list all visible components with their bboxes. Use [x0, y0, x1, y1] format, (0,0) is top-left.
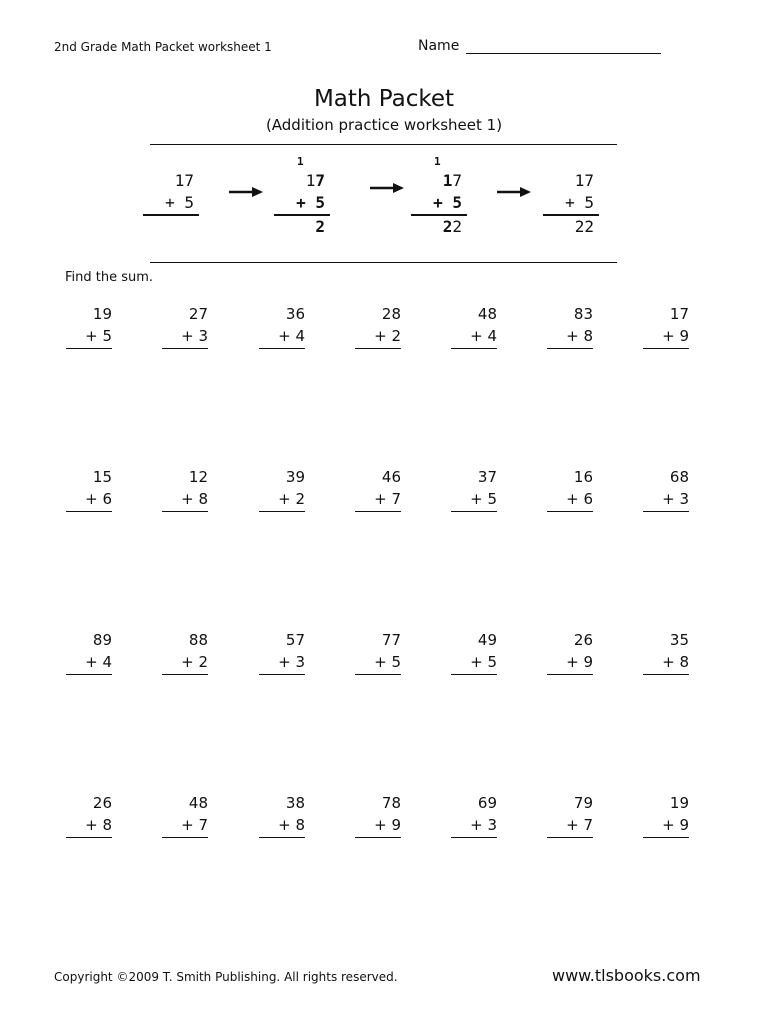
problem-addend: + 3 — [278, 653, 305, 671]
answer-area[interactable] — [162, 677, 208, 717]
problem — [162, 468, 208, 528]
problem-line — [162, 511, 208, 512]
problem-addend: + 9 — [566, 653, 593, 671]
answer-area[interactable] — [547, 840, 593, 880]
problem-addend: + 5 — [85, 327, 112, 345]
problem-line — [643, 511, 689, 512]
answer-area[interactable] — [259, 514, 305, 554]
problem-top-number: 39 — [285, 468, 305, 486]
example-step-3-bottom: + 5 — [433, 193, 462, 212]
problem — [259, 305, 305, 365]
problem — [259, 468, 305, 528]
problem-top-number: 77 — [381, 631, 401, 649]
example-step-2-ones: 7 — [315, 171, 325, 190]
problem-addend: + 5 — [374, 653, 401, 671]
problem-addend: + 3 — [470, 816, 497, 834]
example-step-4-line — [543, 214, 599, 216]
answer-area[interactable] — [355, 514, 401, 554]
answer-area[interactable] — [451, 351, 497, 391]
problem-top-number: 83 — [573, 305, 593, 323]
problem-top-number: 28 — [381, 305, 401, 323]
answer-area[interactable] — [643, 514, 689, 554]
problem — [547, 794, 593, 854]
problem-line — [162, 348, 208, 349]
example-step-2-bottom: + 5 — [296, 193, 325, 212]
problem — [259, 631, 305, 691]
example-step-3-sum-ones: 2 — [452, 217, 462, 236]
answer-area[interactable] — [259, 677, 305, 717]
problem-addend: + 9 — [374, 816, 401, 834]
copyright-text: Copyright ©2009 T. Smith Publishing. All rights reserved. — [54, 970, 398, 984]
problem — [643, 794, 689, 854]
problem-line — [66, 674, 112, 675]
example-step-1-top: 17 — [174, 171, 194, 190]
problem-addend: + 4 — [278, 327, 305, 345]
problem-addend: + 5 — [470, 490, 497, 508]
problem-top-number: 38 — [285, 794, 305, 812]
problem-top-number: 26 — [573, 631, 593, 649]
problem — [66, 305, 112, 365]
problem-line — [66, 511, 112, 512]
problem-addend: + 2 — [374, 327, 401, 345]
problem — [162, 631, 208, 691]
problem-top-number: 36 — [285, 305, 305, 323]
answer-area[interactable] — [259, 840, 305, 880]
problem-line — [643, 837, 689, 838]
problem-addend: + 4 — [85, 653, 112, 671]
example-step-4-top: 17 — [574, 171, 594, 190]
example-step-3-ones: 7 — [452, 171, 462, 190]
problem-addend: + 2 — [278, 490, 305, 508]
answer-area[interactable] — [643, 677, 689, 717]
problem-addend: + 8 — [85, 816, 112, 834]
example-step-1-bottom: + 5 — [165, 193, 194, 212]
problem-line — [259, 348, 305, 349]
answer-area[interactable] — [547, 514, 593, 554]
answer-area[interactable] — [547, 677, 593, 717]
answer-area[interactable] — [547, 351, 593, 391]
problem-addend: + 6 — [566, 490, 593, 508]
problem — [259, 794, 305, 854]
problem-top-number: 88 — [188, 631, 208, 649]
example-step-3-carry: 1 — [434, 155, 441, 168]
problem-line — [451, 837, 497, 838]
answer-area[interactable] — [66, 351, 112, 391]
arrow-right-icon — [369, 182, 405, 194]
answer-area[interactable] — [162, 840, 208, 880]
example-step-3-sum-tens: 2 — [442, 217, 453, 236]
problem-line — [643, 674, 689, 675]
example-step-3-top — [443, 171, 462, 190]
problem-top-number: 68 — [669, 468, 689, 486]
problem-top-number: 57 — [285, 631, 305, 649]
example-step-4-bottom: + 5 — [565, 193, 594, 212]
answer-area[interactable] — [451, 677, 497, 717]
problem-top-number: 35 — [669, 631, 689, 649]
problem-top-number: 46 — [381, 468, 401, 486]
answer-area[interactable] — [643, 840, 689, 880]
answer-area[interactable] — [162, 351, 208, 391]
page-title: Math Packet — [313, 86, 455, 112]
problem-addend: + 8 — [181, 490, 208, 508]
answer-area[interactable] — [162, 514, 208, 554]
problem — [355, 468, 401, 528]
problem-addend: + 7 — [374, 490, 401, 508]
example-bottom-rule — [150, 262, 617, 263]
problem — [355, 794, 401, 854]
example-step-4-sum: 22 — [574, 217, 594, 236]
problem-addend: + 4 — [470, 327, 497, 345]
example-step-2-sum: 2 — [315, 217, 325, 236]
problem-line — [66, 348, 112, 349]
problem-addend: + 3 — [181, 327, 208, 345]
problem-addend: + 3 — [662, 490, 689, 508]
problem — [66, 468, 112, 528]
answer-area[interactable] — [451, 840, 497, 880]
problem-line — [643, 348, 689, 349]
website-link[interactable]: www.tlsbooks.com — [552, 966, 701, 985]
example-top-rule — [150, 144, 617, 145]
example-step-3-tens: 1 — [442, 171, 453, 190]
example-step-2-line — [274, 214, 330, 216]
problem-line — [162, 837, 208, 838]
problem-line — [451, 511, 497, 512]
problem-line — [547, 348, 593, 349]
problem — [451, 305, 497, 365]
problem — [643, 631, 689, 691]
problem-top-number: 19 — [669, 794, 689, 812]
answer-area[interactable] — [66, 677, 112, 717]
problem-line — [547, 511, 593, 512]
problem-top-number: 26 — [92, 794, 112, 812]
instructions: Find the sum. — [65, 270, 154, 285]
problem-top-number: 49 — [477, 631, 497, 649]
problem-top-number: 48 — [477, 305, 497, 323]
problem — [547, 468, 593, 528]
problem — [162, 305, 208, 365]
problem-addend: + 7 — [566, 816, 593, 834]
page-subtitle: (Addition practice worksheet 1) — [265, 116, 503, 134]
problem-addend: + 9 — [662, 327, 689, 345]
problem-line — [451, 348, 497, 349]
problem-addend: + 8 — [278, 816, 305, 834]
problem-addend: + 5 — [470, 653, 497, 671]
problem — [451, 468, 497, 528]
problem-top-number: 48 — [188, 794, 208, 812]
problem-top-number: 89 — [92, 631, 112, 649]
answer-area[interactable] — [259, 351, 305, 391]
arrow-right-icon — [496, 186, 532, 198]
example-step-3-line — [411, 214, 467, 216]
problem-line — [355, 348, 401, 349]
problem — [451, 631, 497, 691]
problem-addend: + 6 — [85, 490, 112, 508]
problem-addend: + 8 — [662, 653, 689, 671]
problem-addend: + 8 — [566, 327, 593, 345]
problem-line — [355, 674, 401, 675]
problem-top-number: 27 — [188, 305, 208, 323]
problem-line — [259, 511, 305, 512]
problem-line — [259, 674, 305, 675]
problem-top-number: 79 — [573, 794, 593, 812]
answer-area[interactable] — [355, 677, 401, 717]
example-step-1-line — [143, 214, 199, 216]
problem-addend: + 9 — [662, 816, 689, 834]
problem — [355, 631, 401, 691]
answer-area[interactable] — [355, 351, 401, 391]
problem-addend: + 7 — [181, 816, 208, 834]
problem-line — [355, 511, 401, 512]
problem-top-number: 15 — [92, 468, 112, 486]
problem — [643, 468, 689, 528]
problem-line — [66, 837, 112, 838]
problem — [451, 794, 497, 854]
problem — [66, 794, 112, 854]
answer-area[interactable] — [66, 514, 112, 554]
problem — [547, 305, 593, 365]
problem-top-number: 37 — [477, 468, 497, 486]
problem-top-number: 12 — [188, 468, 208, 486]
problem — [162, 794, 208, 854]
worksheet-label: 2nd Grade Math Packet worksheet 1 — [54, 40, 272, 54]
arrow-right-icon — [228, 186, 264, 198]
answer-area[interactable] — [643, 351, 689, 391]
answer-area[interactable] — [355, 840, 401, 880]
example-step-2-carry: 1 — [297, 155, 304, 168]
example-step-2-top — [306, 171, 325, 190]
answer-area[interactable] — [66, 840, 112, 880]
problem-line — [355, 837, 401, 838]
name-field-line[interactable] — [466, 53, 661, 54]
problem — [643, 305, 689, 365]
problem-top-number: 78 — [381, 794, 401, 812]
problem-top-number: 16 — [573, 468, 593, 486]
problem-line — [259, 837, 305, 838]
example-step-2-tens: 1 — [305, 171, 316, 190]
problem-addend: + 2 — [181, 653, 208, 671]
problem — [355, 305, 401, 365]
problem-top-number: 17 — [669, 305, 689, 323]
problem-top-number: 69 — [477, 794, 497, 812]
problem-line — [162, 674, 208, 675]
problem — [547, 631, 593, 691]
answer-area[interactable] — [451, 514, 497, 554]
problem-line — [451, 674, 497, 675]
name-label: Name — [418, 38, 460, 54]
problem — [66, 631, 112, 691]
problem-top-number: 19 — [92, 305, 112, 323]
problem-line — [547, 837, 593, 838]
problem-line — [547, 674, 593, 675]
example-step-3-sum — [443, 217, 462, 236]
